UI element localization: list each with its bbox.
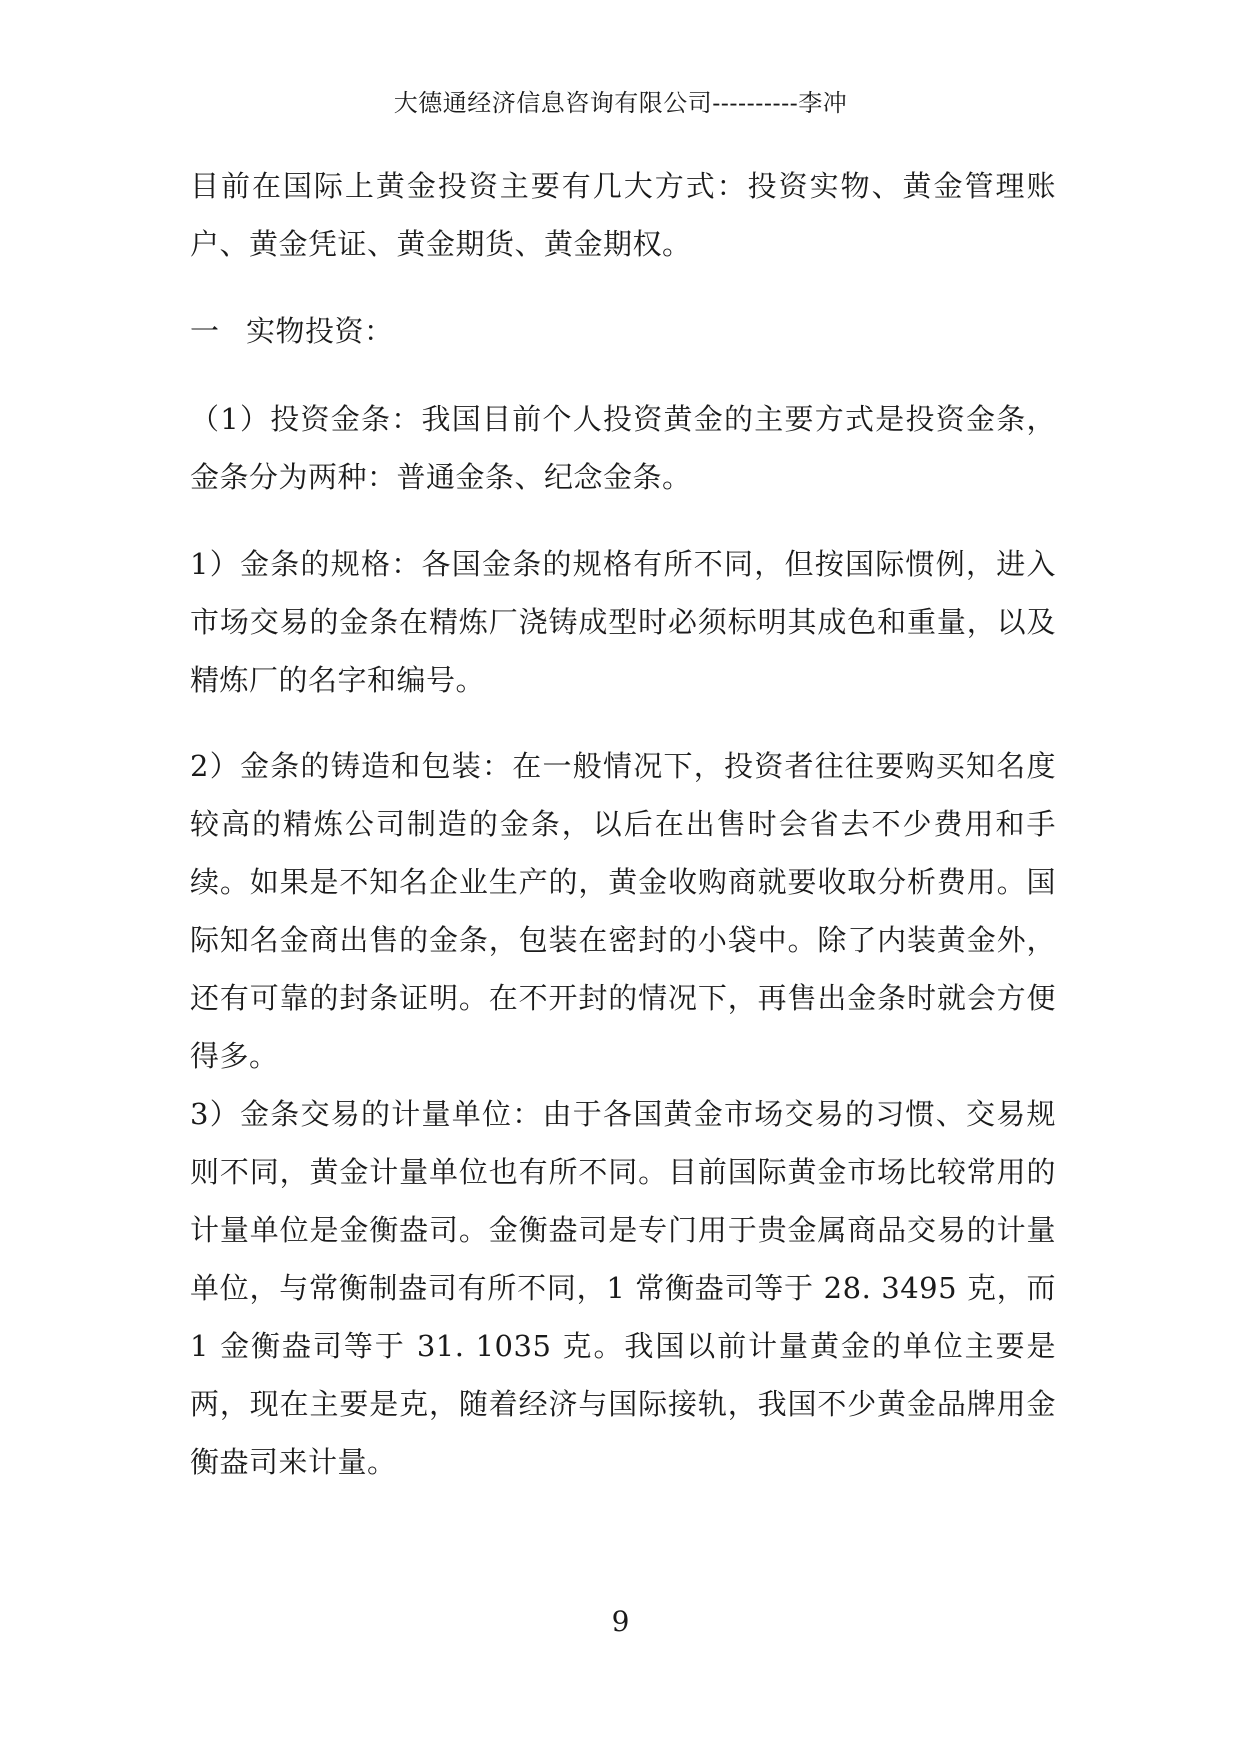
point-1-text: 1）金条的规格：各国金条的规格有所不同，但按国际惯例，进入市场交易的金条在精炼厂浇铸成型时必须标明其成色和重量，以及精炼厂的名字和编号。 (190, 547, 1056, 697)
point-3-text: 3）金条交易的计量单位：由于各国黄金市场交易的习惯、交易规则不同，黄金计量单位也有所不同。目前国际黄金市场比较常用的计量单位是金衡盎司。金衡盎司是专门用于贵金属商品交易的计量单位，与常衡制盎司有所不同，1 常衡盎司等于 28. 3495 克，而 1 金衡盎司等于 31. 1035 克。我国以前计量黄金的单位主要是两，现在主要是克，随着经济与国际接轨，我国不少黄金品牌用金衡盎司来计量。 (190, 1097, 1056, 1479)
point-2-paragraph (190, 737, 1056, 1085)
section-heading (190, 302, 1056, 360)
section-heading-line (190, 302, 1056, 360)
page-header: 大德通经济信息咨询有限公司----------李冲 (393, 89, 848, 117)
subsection-text: （1）投资金条：我国目前个人投资黄金的主要方式是投资金条，金条分为两种：普通金条、纪念金条。 (190, 402, 1056, 494)
page-number: 9 (611, 1605, 630, 1638)
point-3-paragraph (190, 1085, 1056, 1491)
point-1-paragraph (190, 535, 1056, 709)
section-number: 一 (190, 314, 220, 348)
intro-paragraph (190, 157, 1056, 273)
intro-text: 目前在国际上黄金投资主要有几大方式：投资实物、黄金管理账户、黄金凭证、黄金期货、黄金期权。 (190, 169, 1056, 261)
point-2-text: 2）金条的铸造和包装：在一般情况下，投资者往往要购买知名度较高的精炼公司制造的金条，以后在出售时会省去不少费用和手续。如果是不知名企业生产的，黄金收购商就要收取分析费用。国际知名金商出售的金条，包装在密封的小袋中。除了内装黄金外，还有可靠的封条证明。在不开封的情况下，再售出金条时就会方便得多。 (190, 749, 1056, 1073)
subsection-paragraph (190, 390, 1056, 506)
section-title: 实物投资： (246, 314, 394, 348)
